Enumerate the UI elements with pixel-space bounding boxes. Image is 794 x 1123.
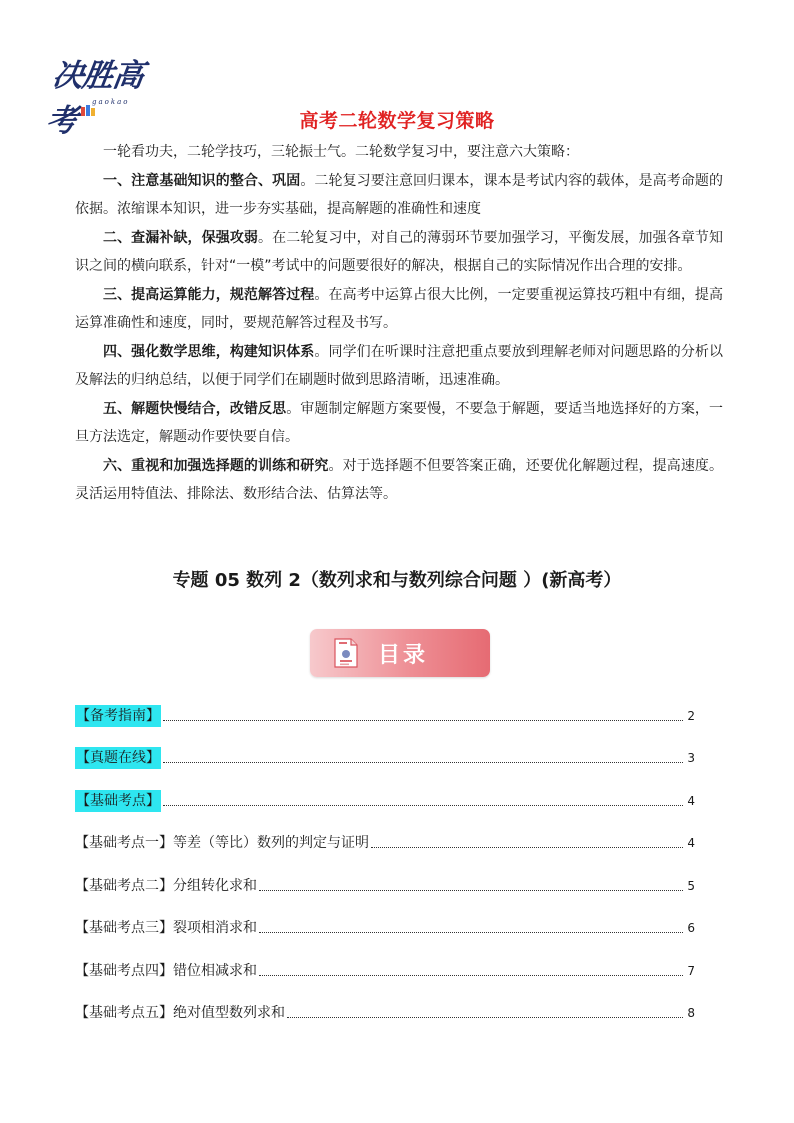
toc-leader-dots <box>163 761 683 763</box>
intro-paragraph: 一轮看功夫，二轮学技巧，三轮振士气。二轮数学复习中，要注意六大策略： <box>103 144 579 160</box>
toc-entry-label: 【基础考点四】错位相减求和 <box>75 962 257 979</box>
toc-leader-dots <box>371 846 683 848</box>
toc-entry-label: 【真题在线】 <box>75 747 161 769</box>
toc-entry-label: 【基础考点五】绝对值型数列求和 <box>75 1005 285 1021</box>
logo-subtext: gaokao <box>92 98 130 106</box>
toc-entry[interactable] <box>75 939 695 982</box>
strategy-paragraph <box>75 452 723 509</box>
toc-entry-label: 【备考指南】 <box>75 705 161 727</box>
strategy-heading: 一、注意基础知识的整合、巩固 <box>103 172 301 189</box>
toc-page-number: 3 <box>687 751 695 765</box>
strategy-body <box>75 138 723 509</box>
strategy-text: 。对于选择题不但要答案正确，还要优化解题过程，提高速度。灵活运用特值法、排除法、数形结合法、估算法等。 <box>75 457 724 502</box>
toc-entry[interactable] <box>75 854 695 897</box>
toc-leader-dots <box>259 931 683 933</box>
strategy-heading: 四、强化数学思维，构建知识体系 <box>103 343 315 360</box>
strategy-paragraph <box>75 395 723 452</box>
toc-leader-dots <box>287 1016 683 1018</box>
toc-page-number: 5 <box>687 878 695 893</box>
toc-entry[interactable] <box>75 684 695 727</box>
toc-banner <box>310 629 490 677</box>
topic-title: 专题 05 数列 2（数列求和与数列综合问题 ）(新高考） <box>172 570 622 591</box>
toc-entry[interactable] <box>75 769 695 812</box>
toc-entry-label: 【基础考点三】裂项相消求和 <box>75 920 257 936</box>
toc-entry-label: 【基础考点一】等差（等比）数列的判定与证明 <box>75 835 369 851</box>
strategy-text: 。同学们在听课时注意把重点要放到理解老师对问题思路的分析以及解法的归纳总结，以便于同学们在刷题时做到思路清晰，迅速准确。 <box>75 343 724 388</box>
toc-entry-label: 【基础考点】 <box>75 790 161 812</box>
strategy-heading: 五、解题快慢结合，改错反思 <box>103 400 287 417</box>
strategy-paragraph <box>75 338 723 395</box>
strategy-paragraph <box>75 167 723 224</box>
toc-page-number: 4 <box>687 836 695 850</box>
toc-leader-dots <box>163 804 683 806</box>
strategy-paragraph <box>75 281 723 338</box>
strategy-heading: 二、查漏补缺，保强攻弱 <box>103 229 259 246</box>
table-of-contents <box>75 684 695 1024</box>
toc-heading: 目录 <box>378 643 429 668</box>
toc-entry[interactable] <box>75 812 695 855</box>
toc-page-number: 2 <box>687 708 695 723</box>
toc-entry[interactable] <box>75 727 695 770</box>
toc-page-number: 7 <box>687 963 695 978</box>
toc-page-number: 8 <box>687 1006 695 1020</box>
strategy-paragraph <box>75 224 723 281</box>
document-icon <box>332 637 360 669</box>
strategy-text: 。二轮复习要注意回归课本，课本是考试内容的载体，是高考命题的依据。浓缩课本知识，进一步夯实基础，提高解题的准确性和速度 <box>75 172 724 217</box>
toc-entry[interactable] <box>75 897 695 940</box>
strategy-text: 。在二轮复习中，对自己的薄弱环节要加强学习，平衡发展，加强各章节知识之间的横向联系，针对“一模”考试中的问题要很好的解决，根据自己的实际情况作出合理的安排。 <box>75 229 724 274</box>
strategy-text: 。审题制定解题方案要慢，不要急于解题，要适当地选择好的方案，一旦方法选定，解题动作要快要自信。 <box>75 400 724 445</box>
strategy-text: 。在高考中运算占很大比例，一定要重视运算技巧粗中有细，提高运算准确性和速度，同时，要规范解答过程及书写。 <box>75 286 724 331</box>
page-title: 高考二轮数学复习策略 <box>299 110 495 132</box>
toc-leader-dots <box>163 719 683 721</box>
toc-entry[interactable] <box>75 982 695 1025</box>
strategy-heading: 六、重视和加强选择题的训练和研究 <box>103 457 329 474</box>
toc-leader-dots <box>259 889 683 891</box>
strategy-heading: 三、提高运算能力，规范解答过程 <box>103 286 315 303</box>
toc-page-number: 6 <box>687 921 695 935</box>
toc-entry-label: 【基础考点二】分组转化求和 <box>75 877 257 894</box>
logo-text: 决胜高考 <box>43 58 146 139</box>
toc-leader-dots <box>259 974 683 976</box>
toc-page-number: 4 <box>687 793 695 808</box>
